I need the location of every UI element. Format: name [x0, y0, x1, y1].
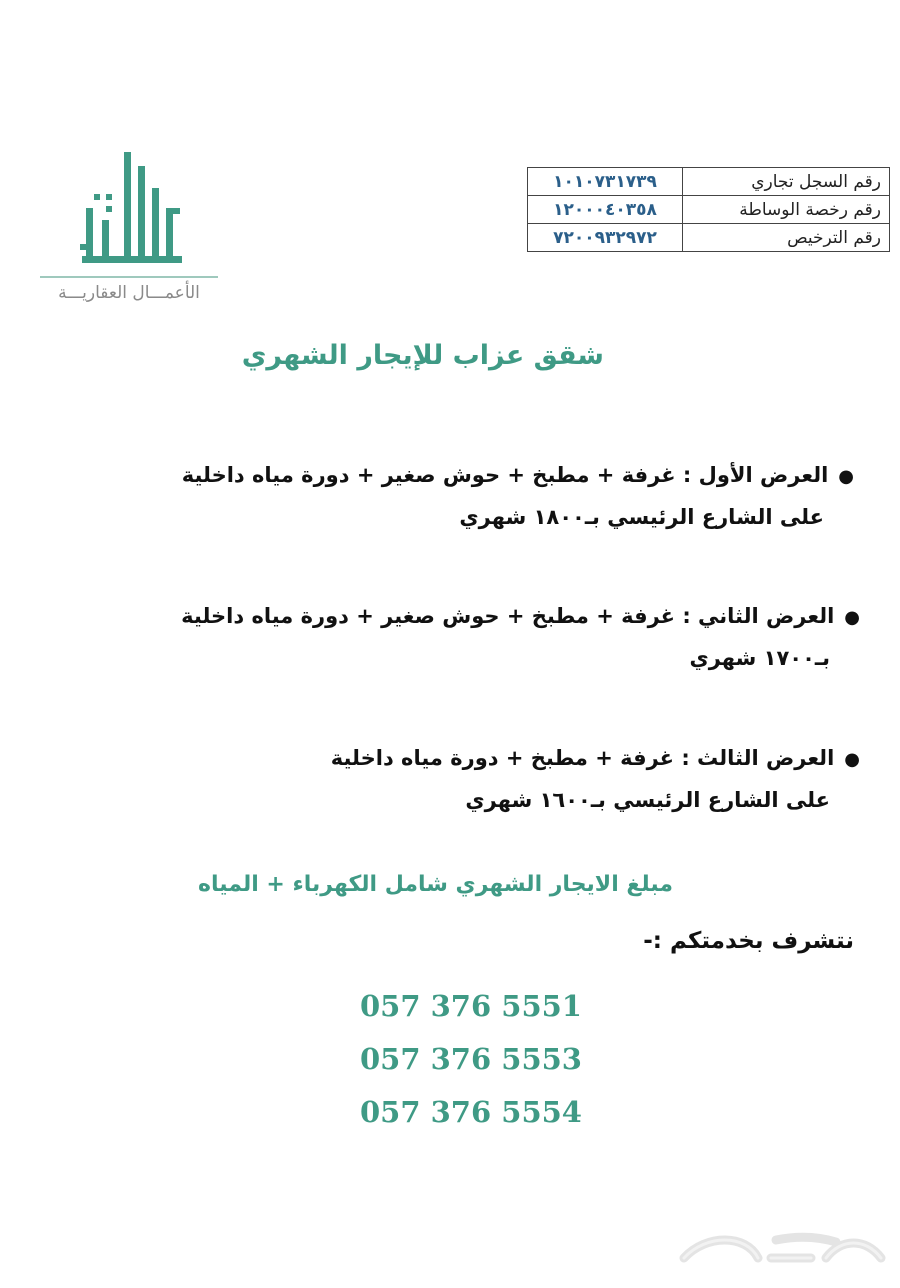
offer-line: [182, 455, 854, 497]
registry-label: رقم رخصة الوساطة: [683, 196, 890, 224]
offer-title: العرض الأول : غرفة + مطبخ + حوش صغير + دورة مياه داخلية: [181, 463, 829, 487]
watermark-logo: [676, 1228, 894, 1278]
registry-label: رقم السجل تجاري: [683, 168, 890, 196]
phone-list: [360, 980, 582, 1139]
bullet-icon: ●: [838, 466, 854, 487]
registry-row: [528, 168, 890, 196]
offer-item: [182, 455, 854, 537]
phone-number[interactable]: 057 376 5551: [360, 989, 582, 1023]
company-logo: [40, 148, 220, 313]
registry-value: ١٠١٠٧٣١٧٣٩: [528, 168, 683, 196]
offer-line: [331, 738, 860, 780]
bullet-icon: ●: [844, 749, 860, 770]
offer-line: [181, 596, 860, 638]
offer-title: العرض الثاني : غرفة + مطبخ + حوش صغير + دورة مياه داخلية: [181, 604, 835, 628]
phone-number[interactable]: 057 376 5554: [360, 1095, 582, 1129]
logo-mark: [40, 148, 220, 280]
haraj-watermark: [676, 1228, 894, 1278]
registry-row: [528, 224, 890, 252]
rent-note: مبلغ الايجار الشهري شامل الكهرباء + المياه: [197, 872, 673, 897]
offer-price-line: على الشارع الرئيسي بـ١٦٠٠ شهري: [465, 788, 830, 812]
registry-row: [528, 196, 890, 224]
registry-label: رقم الترخيص: [683, 224, 890, 252]
contact-heading: نتشرف بخدمتكم :-: [643, 928, 854, 954]
registry-value: ١٢٠٠٠٤٠٣٥٨: [528, 196, 683, 224]
offer-item: [181, 596, 860, 678]
registry-value: ٧٢٠٠٩٣٢٩٧٢: [528, 224, 683, 252]
registry-table: [527, 167, 890, 252]
page-headline: شقق عزاب للإيجار الشهري: [241, 340, 604, 371]
logo-tagline: الأعمـــال العقاريـــة: [58, 283, 200, 303]
offer-item: [331, 738, 860, 820]
phone-number[interactable]: 057 376 5553: [360, 1042, 582, 1076]
bullet-icon: ●: [844, 607, 860, 628]
offer-price-line: على الشارع الرئيسي بـ١٨٠٠ شهري: [459, 505, 824, 529]
offer-price-line: بـ١٧٠٠ شهري: [689, 646, 830, 670]
offer-title: العرض الثالث : غرفة + مطبخ + دورة مياه داخلية: [330, 746, 835, 770]
